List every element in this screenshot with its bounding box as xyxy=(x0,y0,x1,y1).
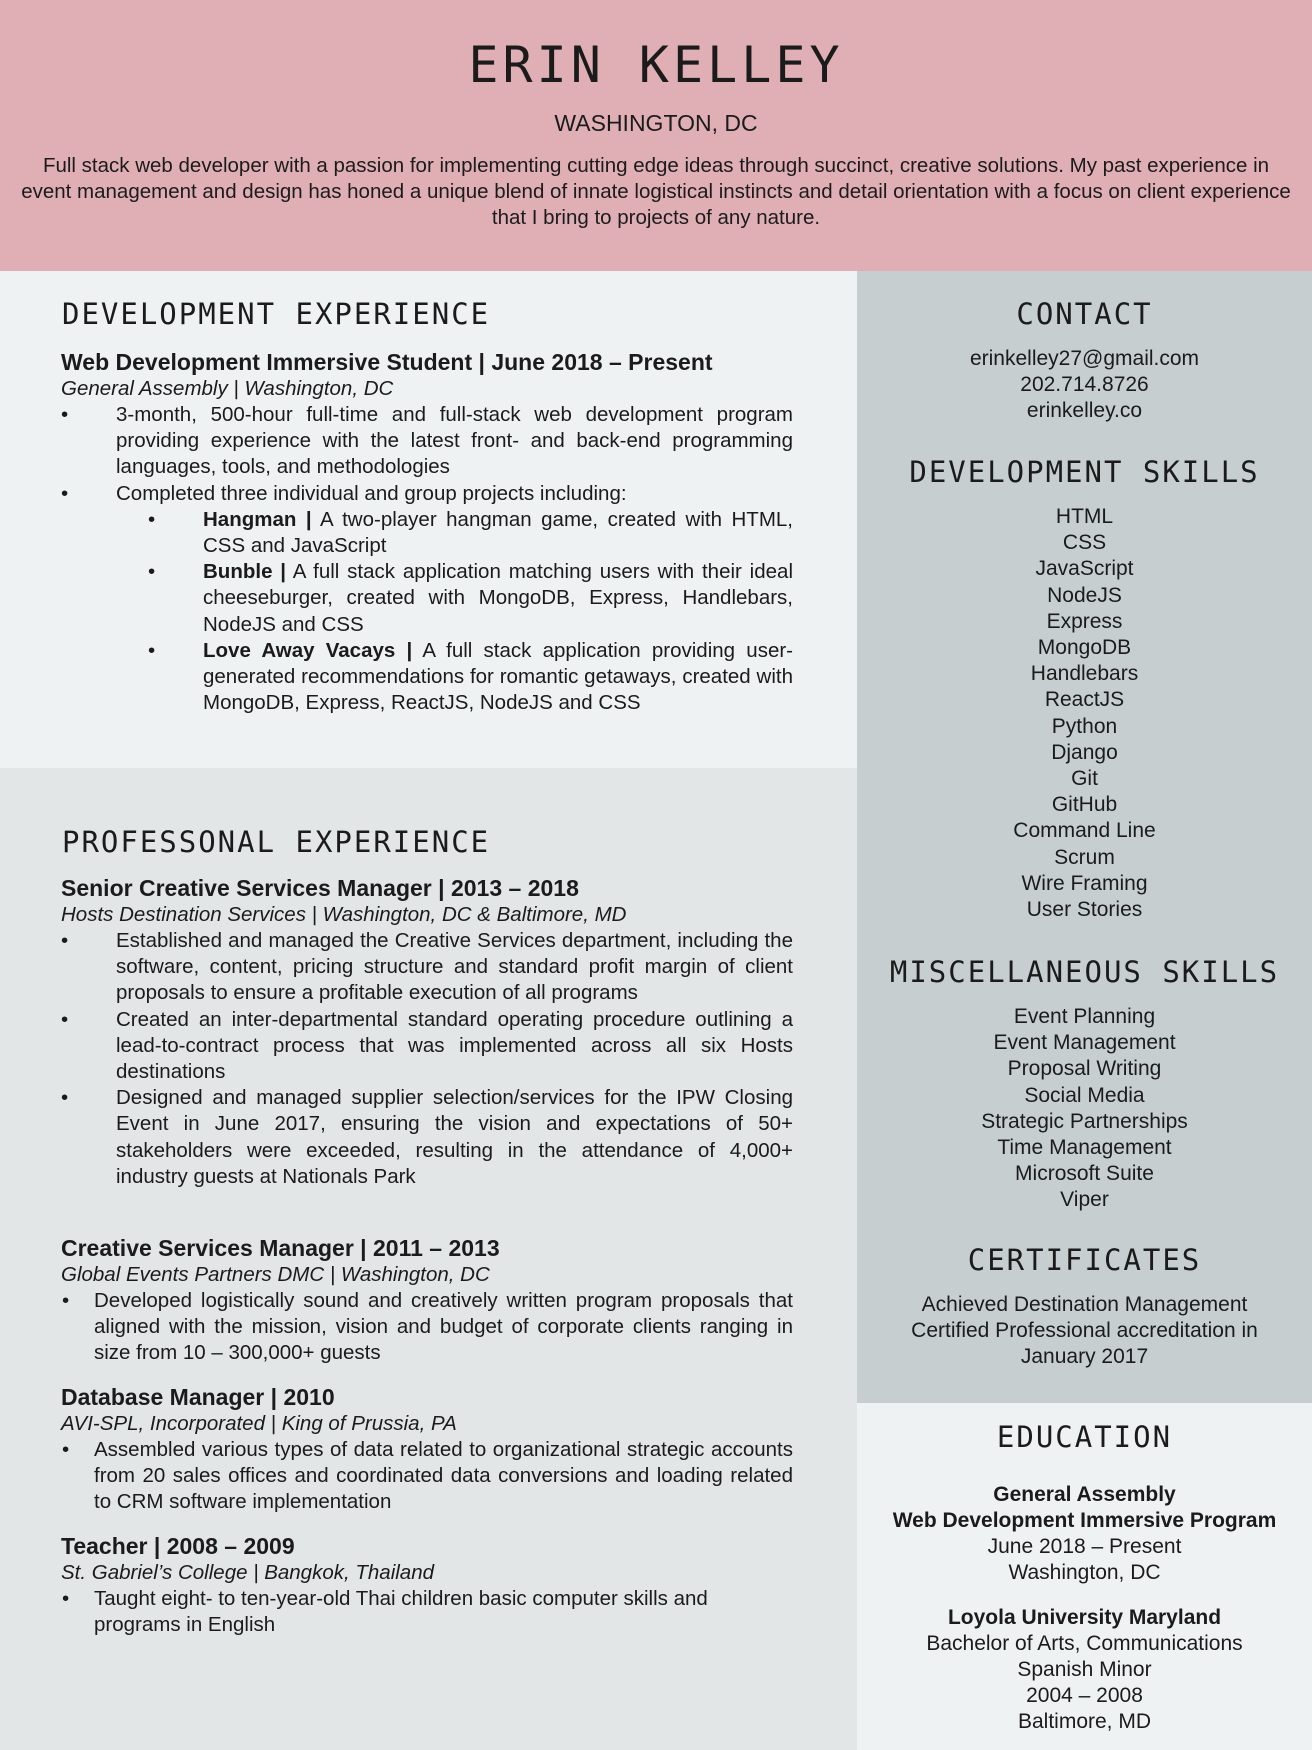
project-name: Bunble | xyxy=(203,560,287,584)
certificate-line: Certified Professional accreditation in xyxy=(911,1319,1258,1343)
skill-item: MongoDB xyxy=(1037,636,1132,660)
school-name: General Assembly xyxy=(993,1483,1176,1506)
skill-item: Event Management xyxy=(993,1031,1176,1055)
development-skills-list xyxy=(857,504,1312,923)
skill-item: Strategic Partnerships xyxy=(981,1109,1188,1133)
skill-item: NodeJS xyxy=(1047,583,1122,607)
job-bullets xyxy=(61,928,793,1190)
skill-item: Handlebars xyxy=(1030,662,1139,686)
school-name: Loyola University Maryland xyxy=(947,1606,1222,1629)
education-section xyxy=(857,1403,1312,1750)
skill-item: GitHub xyxy=(1051,793,1118,817)
sidebar xyxy=(857,271,1312,1403)
project-name: Hangman | xyxy=(203,507,312,531)
skill-item: Viper xyxy=(1060,1188,1109,1212)
contact-website[interactable]: erinkelley.co xyxy=(1026,399,1143,423)
development-skills-heading: DEVELOPMENT SKILLS xyxy=(909,455,1260,489)
job-bullets xyxy=(61,1437,793,1516)
education-location: Baltimore, MD xyxy=(1017,1710,1152,1733)
candidate-name: ERIN KELLEY xyxy=(468,36,844,94)
skill-item: JavaScript xyxy=(1035,557,1134,581)
skill-item: Git xyxy=(1071,767,1098,791)
skill-item: CSS xyxy=(1062,531,1107,555)
job-organization: Hosts Destination Services | Washington, DC & Baltimore, MD xyxy=(61,903,627,926)
development-experience-section xyxy=(0,271,857,768)
job-bullets xyxy=(61,402,793,507)
professional-summary: Full stack web developer with a passion for implementing cutting edge ideas through succinct, creative solutions. My past experience in event management and design has honed a unique blend of innate logistical instincts and detail orientation with a focus on client experience that I bring to projects of any nature. xyxy=(21,154,1291,229)
skill-item: Event Planning xyxy=(1013,1005,1156,1028)
job-title: Senior Creative Services Manager | 2013 – 2018 xyxy=(61,875,579,901)
skill-item: Django xyxy=(1051,740,1118,764)
minor-name: Spanish Minor xyxy=(1017,1658,1152,1681)
certificate-line: Achieved Destination Management xyxy=(921,1293,1248,1316)
bullet-item: • Completed three individual and group projects including: xyxy=(61,481,793,507)
contact-email[interactable]: erinkelley27@gmail.com xyxy=(969,347,1200,370)
professional-experience-section xyxy=(0,768,857,1750)
candidate-location: WASHINGTON, DC xyxy=(554,110,758,136)
project-name: Love Away Vacays | xyxy=(203,638,413,662)
skill-item: Python xyxy=(1051,714,1118,738)
project-description: A two-player hangman game, created with HTML, CSS and JavaScript xyxy=(203,507,793,558)
skill-item: Time Management xyxy=(997,1136,1172,1160)
certificates-heading: CERTIFICATES xyxy=(967,1243,1202,1277)
education-entry xyxy=(857,1605,1312,1735)
skill-item: Command Line xyxy=(1013,819,1156,843)
skill-item: Express xyxy=(1046,609,1123,633)
project-item xyxy=(61,559,793,638)
bullet-item: • Assembled various types of data related to organizational strategic accounts from 20 sales offices and coordinated data conversions and loading related to CRM software implementation xyxy=(61,1437,793,1516)
project-description: A full stack application matching users with their ideal cheeseburger, created with MongoDB, Express, Handlebars, NodeJS and CSS xyxy=(203,560,793,636)
degree-name: Bachelor of Arts, Communications xyxy=(926,1632,1243,1655)
job-bullets xyxy=(61,1586,793,1638)
job-title: Creative Services Manager | 2011 – 2013 xyxy=(61,1235,500,1261)
miscellaneous-skills-list xyxy=(857,1004,1312,1214)
job-entry xyxy=(61,348,793,716)
contact-phone[interactable]: 202.714.8726 xyxy=(1020,373,1149,397)
skill-item: Microsoft Suite xyxy=(1015,1162,1154,1186)
job-bullets xyxy=(61,1288,793,1367)
bullet-item: • Created an inter-departmental standard operating procedure outlining a lead-to-contract process that was implemented across all six Hosts destinations xyxy=(61,1007,793,1086)
job-title: Database Manager | 2010 xyxy=(61,1384,335,1410)
section-heading: DEVELOPMENT EXPERIENCE xyxy=(62,297,491,331)
miscellaneous-skills-heading: MISCELLANEOUS SKILLS xyxy=(889,955,1280,989)
education-dates: 2004 – 2008 xyxy=(1026,1684,1143,1707)
project-description: A full stack application providing user-generated recommendations for romantic getaways, created with MongoDB, Express, ReactJS, NodeJS and CSS xyxy=(203,638,793,715)
contact-info xyxy=(857,346,1312,425)
program-name: Web Development Immersive Program xyxy=(892,1509,1277,1532)
job-title: Teacher | 2008 – 2009 xyxy=(61,1533,295,1559)
bullet-item: • Developed logistically sound and creatively written program proposals that aligned with the mission, vision and budget of corporate clients ranging in size from 10 – 300,000+ guests xyxy=(61,1288,793,1367)
education-dates: June 2018 – Present xyxy=(987,1535,1182,1558)
resume-header xyxy=(0,0,1312,271)
skill-item: User Stories xyxy=(1026,898,1143,922)
skill-item: HTML xyxy=(1055,505,1114,528)
job-title: Web Development Immersive Student | June 2018 – Present xyxy=(61,349,713,375)
job-organization: General Assembly | Washington, DC xyxy=(61,377,394,400)
certificate-line: January 2017 xyxy=(1020,1345,1149,1369)
skill-item: Wire Framing xyxy=(1021,871,1148,895)
skill-item: Scrum xyxy=(1054,845,1115,869)
bullet-item: • Designed and managed supplier selection/services for the IPW Closing Event in June 2017, ensuring the vision and expectations of 50+ stakeholders were exceeded, resulting in the attendance of 4,000+ industry guests at Nationals Park xyxy=(61,1085,793,1190)
contact-heading: CONTACT xyxy=(1016,297,1153,331)
certificates-text xyxy=(857,1292,1312,1371)
education-location: Washington, DC xyxy=(1008,1561,1161,1584)
project-item xyxy=(61,507,793,559)
job-entry xyxy=(61,1234,793,1367)
job-entry xyxy=(61,1383,793,1516)
skill-item: ReactJS xyxy=(1044,688,1125,712)
skill-item: Social Media xyxy=(1024,1083,1145,1107)
job-organization: St. Gabriel’s College | Bangkok, Thailand xyxy=(61,1561,435,1584)
bullet-item: • 3-month, 500-hour full-time and full-stack web development program providing experience with the latest front- and back-end programming languages, tools, and methodologies xyxy=(61,402,793,481)
skill-item: Proposal Writing xyxy=(1007,1057,1162,1081)
job-entry xyxy=(61,1532,793,1638)
section-heading: PROFESSONAL EXPERIENCE xyxy=(62,825,491,859)
bullet-item: • Taught eight- to ten-year-old Thai children basic computer skills and programs in English xyxy=(61,1586,793,1638)
job-entry xyxy=(61,874,793,1190)
project-list xyxy=(61,507,793,717)
project-item xyxy=(61,638,793,717)
education-heading: EDUCATION xyxy=(996,1420,1173,1454)
bullet-item: • Established and managed the Creative Services department, including the software, content, pricing structure and standard profit margin of client proposals to ensure a profitable execution of all programs xyxy=(61,928,793,1007)
education-entry xyxy=(857,1482,1312,1586)
job-organization: AVI-SPL, Incorporated | King of Prussia, PA xyxy=(61,1412,457,1435)
job-organization: Global Events Partners DMC | Washington, DC xyxy=(61,1263,490,1286)
